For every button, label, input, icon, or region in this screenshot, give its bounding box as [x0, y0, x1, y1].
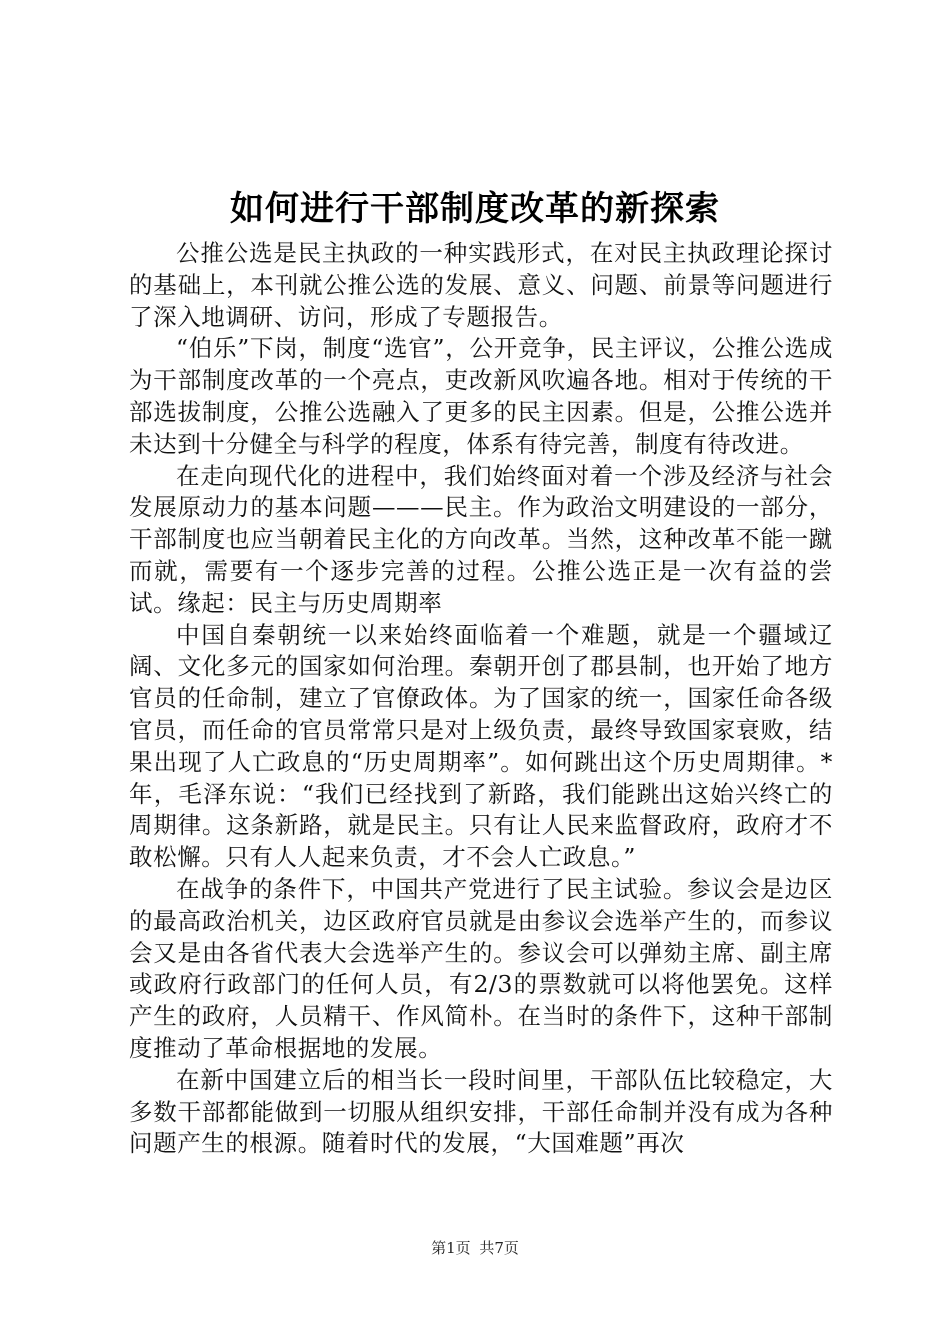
paragraph: 公推公选是民主执政的一种实践形式，在对民主执政理论探讨的基础上，本刊就公推公选的发展、意义、问题、前景等问题进行了深入地调研、访问，形成了专题报告。: [129, 239, 833, 331]
paragraph: 在新中国建立后的相当长一段时间里，干部队伍比较稳定，大多数干部都能做到一切服从组织安排，干部任命制并没有成为各种问题产生的根源。随着时代的发展，“大国难题”再次: [129, 1065, 833, 1158]
page-number: 第1页: [431, 1239, 471, 1257]
paragraph: 在走向现代化的进程中，我们始终面对着一个涉及经济与社会发展原动力的基本问题———民主。作为政治文明建设的一部分，干部制度也应当朝着民主化的方向改革。当然，这种改革不能一蹴而就，需要有一个逐步完善的过程。公推公选正是一次有益的尝试。缘起：民主与历史周期率: [129, 461, 833, 617]
paragraph: 在战争的条件下，中国共产党进行了民主试验。参议会是边区的最高政治机关，边区政府官员就是由参议会选举产生的，而参议会又是由各省代表大会选举产生的。参议会可以弹劾主席、副主席或政府行政部门的任何人员，有2/3的票数就可以将他罢免。这样产生的政府，人员精干、作风简朴。在当时的条件下，这种干部制度推动了革命根据地的发展。: [129, 874, 833, 1062]
document-title: 如何进行干部制度改革的新探索: [230, 189, 720, 229]
paragraph: “伯乐”下岗，制度“选官”，公开竞争，民主评议，公推公选成为干部制度改革的一个亮点，吏改新风吹遍各地。相对于传统的干部选拔制度，公推公选融入了更多的民主因素。但是，公推公选并未达到十分健全与科学的程度，体系有待完善，制度有待改进。: [129, 334, 833, 458]
document-body: [129, 238, 833, 1160]
page-footer: [0, 1237, 950, 1259]
paragraph: 中国自秦朝统一以来始终面临着一个难题，就是一个疆域辽阔、文化多元的国家如何治理。秦朝开创了郡县制，也开始了地方官员的任命制，建立了官僚政体。为了国家的统一，国家任命各级官员，而任命的官员常常只是对上级负责，最终导致国家衰败，结果出现了人亡政息的“历史周期率”。如何跳出这个历史周期律。*年，毛泽东说：“我们已经找到了新路，我们能跳出这始兴终亡的周期律。这条新路，就是民主。只有让人民来监督政府，政府才不敢松懈。只有人人起来负责，才不会人亡政息。”: [129, 620, 833, 872]
page-total: 共7页: [479, 1239, 519, 1257]
